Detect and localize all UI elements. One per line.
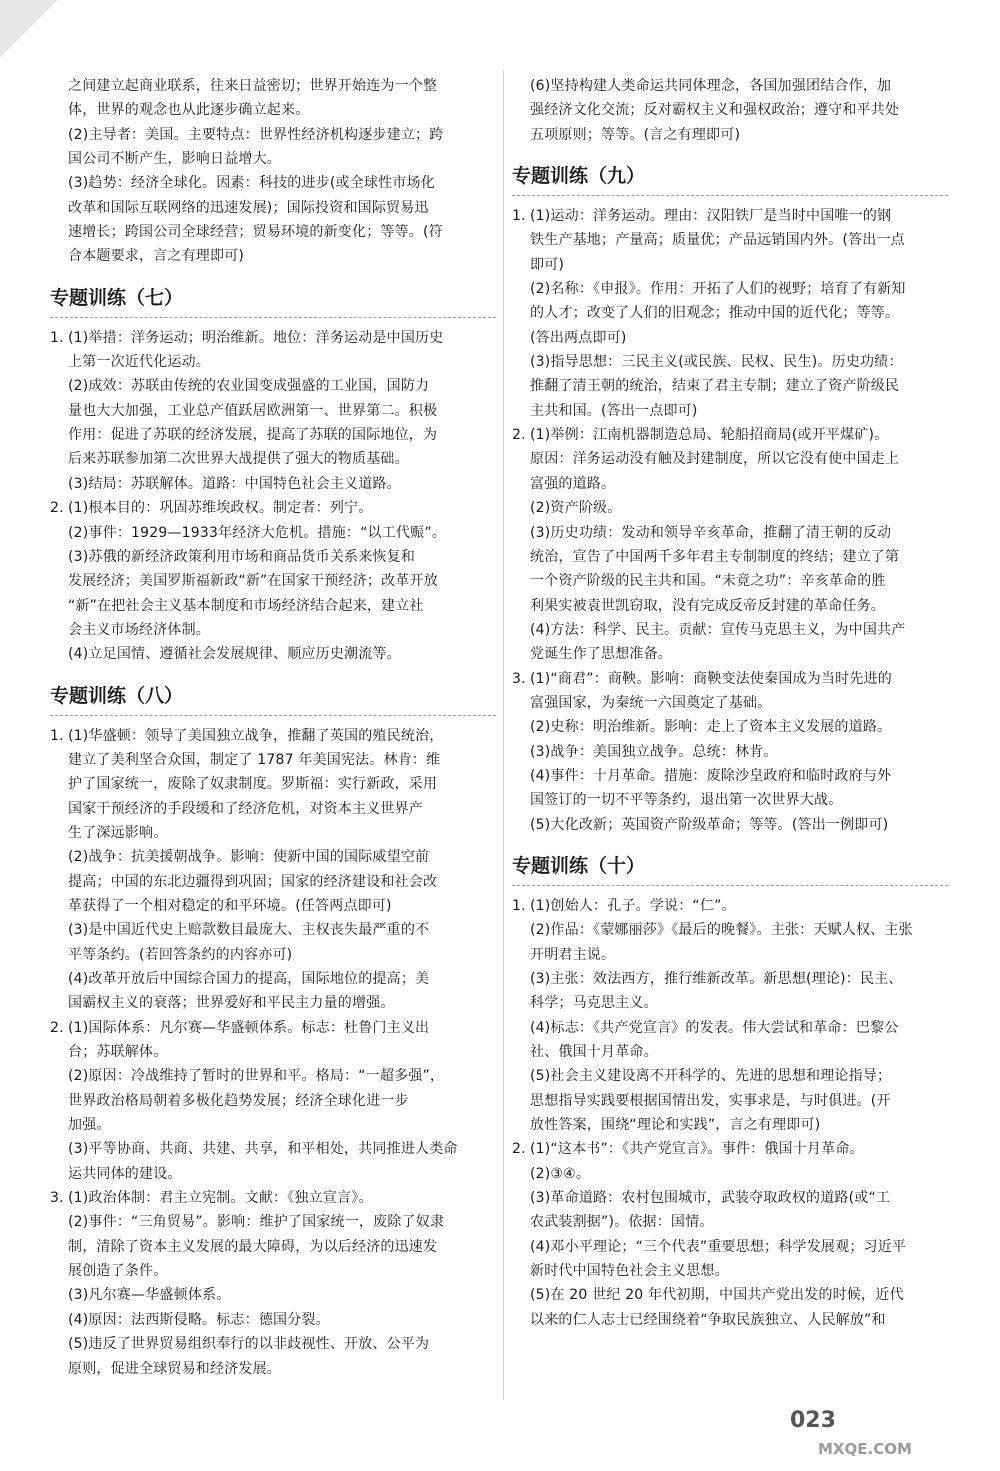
answer-text: (3)结局：苏联解体。道路：中国特色社会主义道路。 xyxy=(68,475,401,492)
answer-text: 生了深远影响。 xyxy=(68,824,168,841)
answer-line xyxy=(50,196,496,220)
answer-line xyxy=(512,1016,948,1040)
answer-line xyxy=(50,1332,496,1356)
answer-line xyxy=(50,147,496,171)
answer-text: 合本题要求，言之有理即可) xyxy=(68,248,245,265)
answer-line xyxy=(512,1162,948,1186)
answer-text: 后来苏联参加第二次世界大战提供了强大的物质基础。 xyxy=(68,451,409,468)
answer-line xyxy=(512,667,948,691)
answer-line xyxy=(50,472,496,496)
answer-line xyxy=(512,496,948,520)
answer-line xyxy=(50,918,496,942)
page-number: 023 xyxy=(790,1408,836,1433)
answer-text: 革获得了一个相对稳定的和平环境。(任答两点即可) xyxy=(68,897,392,914)
answer-text: (2)事件：“三角贸易”。影响：维护了国家统一，废除了奴隶 xyxy=(68,1214,445,1231)
answer-text: 富强的道路。 xyxy=(530,475,616,492)
answer-text: (4)原因：法西斯侵略。标志：德国分裂。 xyxy=(68,1311,330,1328)
answer-line xyxy=(512,374,948,398)
answer-text: 富强国家，为秦统一六国奠定了基础。 xyxy=(530,694,772,711)
answer-line xyxy=(50,496,496,520)
answer-text: (1)“商君”：商鞅。影响：商鞅变法使秦国成为当时先进的 xyxy=(530,670,892,687)
answer-line xyxy=(50,1064,496,1088)
answer-line xyxy=(50,1283,496,1307)
section-heading: 专题训练（八） xyxy=(50,677,496,716)
answer-line xyxy=(512,642,948,666)
answer-text: (4)标志：《共产党宣言》的发表。伟大尝试和革命：巴黎公 xyxy=(530,1019,899,1036)
answer-text: 会主义市场经济体制。 xyxy=(68,621,210,638)
answer-text: (1)运动：洋务运动。理由：汉阳铁厂是当时中国唯一的钢 xyxy=(530,208,892,225)
answer-text: (3)趋势：经济全球化。因素：科技的进步(或全球性市场化 xyxy=(68,175,435,192)
answer-text: 党诞生作了思想准备。 xyxy=(530,646,672,663)
answer-text: (5)违反了世界贸易组织奉行的以非歧视性、开放、公平为 xyxy=(68,1336,430,1353)
answer-line xyxy=(512,1113,948,1137)
answer-line xyxy=(50,1210,496,1234)
answer-text: (2)史称：明治维新。影响：走上了资本主义发展的道路。 xyxy=(530,719,892,736)
answer-text: 推翻了清王朝的统治，结束了君主专制；建立了资产阶级民 xyxy=(530,378,900,395)
answer-line xyxy=(50,123,496,147)
answer-line xyxy=(512,545,948,569)
answer-line xyxy=(50,545,496,569)
answer-text: 护了国家统一，废除了奴隶制度。罗斯福：实行新政，采用 xyxy=(68,776,438,793)
answer-text: 世界政治格局朝着多极化趋势发展；经济全球化进一步 xyxy=(68,1092,409,1109)
answer-line xyxy=(50,1137,496,1161)
question-number: 1. xyxy=(50,727,64,744)
answer-line xyxy=(50,642,496,666)
question-number: 3. xyxy=(50,1190,64,1207)
answer-text: (3)平等协商、共商、共建、共享，和平相处，共同推进人类命 xyxy=(68,1141,458,1158)
answer-line xyxy=(50,1016,496,1040)
answer-text: 量也大大加强，工业总产值跃居欧洲第一、世界第二。积极 xyxy=(68,402,438,419)
section-heading: 专题训练（九） xyxy=(512,157,948,196)
answer-text: (2)名称：《申报》。作用：开拓了人们的视野；培育了有新知 xyxy=(530,281,906,298)
answer-text: 一个资产阶级的民主共和国。“未竟之功”：辛亥革命的胜 xyxy=(530,573,886,590)
section-heading: 专题训练（七） xyxy=(50,279,496,318)
answer-line xyxy=(50,569,496,593)
answer-text: (5)大化改新；英国资产阶级革命；等等。(答出一例即可) xyxy=(530,816,889,833)
answer-text: (5)在 20 世纪 20 年代初期，中国共产党出发的时候，近代 xyxy=(530,1287,904,1304)
answer-text: 速增长；跨国公司全球经营；贸易环境的新变化；等等。(符 xyxy=(68,224,443,241)
answer-line xyxy=(50,1113,496,1137)
answer-line xyxy=(512,1089,948,1113)
answer-text: (3)革命道路：农村包围城市，武装夺取政权的道路(或“工 xyxy=(530,1190,891,1207)
answer-text: (1)国际体系：凡尔赛—华盛顿体系。标志：杜鲁门主义出 xyxy=(68,1019,430,1036)
answer-text: (4)邓小平理论；“三个代表”重要思想；科学发展观；习近平 xyxy=(530,1238,907,1255)
answer-line xyxy=(50,220,496,244)
question-number: 1. xyxy=(512,208,526,225)
answer-text: (4)改革开放后中国综合国力的提高，国际地位的提高；美 xyxy=(68,971,430,987)
answer-line xyxy=(512,715,948,739)
answer-text: 五项原则；等等。(言之有理即可) xyxy=(530,126,741,143)
answer-line xyxy=(512,918,948,942)
answer-text: 以来的仁人志士已经围绕着“争取民族独立、人民解放”和 xyxy=(530,1311,886,1328)
answer-line xyxy=(50,618,496,642)
answer-line xyxy=(50,821,496,845)
answer-line xyxy=(50,171,496,195)
answer-line xyxy=(50,374,496,398)
answer-line xyxy=(50,244,496,268)
answer-text: 强经济文化交流；反对霸权主义和强权政治；遵守和平共处 xyxy=(530,102,900,119)
question-number: 1. xyxy=(50,329,64,346)
answer-line xyxy=(512,1308,948,1332)
answer-line xyxy=(50,1040,496,1064)
answer-line xyxy=(512,204,948,228)
right-column xyxy=(512,74,948,1332)
answer-line xyxy=(50,350,496,374)
answer-line xyxy=(50,1235,496,1259)
answer-text: (2)事件：1929—1933年经济大危机。措施：“以工代赈”。 xyxy=(68,524,446,541)
question-number: 2. xyxy=(50,1019,64,1036)
answer-text: 国家干预经济的手段缓和了经济危机，对资本主义世界产 xyxy=(68,800,423,817)
answer-line xyxy=(512,301,948,325)
answer-line xyxy=(512,740,948,764)
answer-text: 原因：洋务运动没有触及封建制度，所以它没有使中国走上 xyxy=(530,451,900,468)
answer-line xyxy=(50,423,496,447)
answer-line xyxy=(512,472,948,496)
answer-line xyxy=(50,74,496,98)
answer-text: 科学；马克思主义。 xyxy=(530,995,658,1012)
answer-line xyxy=(50,1162,496,1186)
watermark-text: MXQE.COM xyxy=(818,1440,912,1458)
answer-line xyxy=(512,123,948,147)
answer-text: 平等条约。(若回答条约的内容亦可) xyxy=(68,946,293,963)
answer-line xyxy=(50,870,496,894)
answer-line xyxy=(512,764,948,788)
answer-line xyxy=(512,1064,948,1088)
answer-text: (2)③④。 xyxy=(530,1165,591,1182)
answer-text: 体，世界的观念也从此逐步确立起来。 xyxy=(68,102,310,119)
answer-text: (1)举措：洋务运动；明治维新。地位：洋务运动是中国历史 xyxy=(68,329,444,346)
answer-line xyxy=(512,1235,948,1259)
answer-line xyxy=(50,594,496,618)
question-number: 1. xyxy=(512,897,526,914)
answer-line xyxy=(50,845,496,869)
answer-text: (4)事件：十月革命。措施：废除沙皇政府和临时政府与外 xyxy=(530,767,892,784)
answer-text: “新”在把社会主义基本制度和市场经济结合起来，建立社 xyxy=(68,597,424,614)
answer-text: 放性答案，围绕“理论和实践”，言之有理即可) xyxy=(530,1117,821,1134)
answer-text: 原则，促进全球贸易和经济发展。 xyxy=(68,1360,281,1377)
section-heading: 专题训练（十） xyxy=(512,847,948,886)
answer-text: 国签订的一切不平等条约，退出第一次世界大战。 xyxy=(530,792,843,809)
answer-text: 改革和国际互联网络的迅速发展)；国际投资和国际贸易迅 xyxy=(68,199,429,216)
answer-text: (3)主张：效法西方，推行维新改革。新思想(理论)：民主、 xyxy=(530,971,903,987)
answer-text: (2)战争：抗美援朝战争。影响：使新中国的国际威望空前 xyxy=(68,849,430,866)
answer-line xyxy=(512,943,948,967)
answer-text: (3)凡尔赛—华盛顿体系。 xyxy=(68,1287,231,1304)
answer-text: (3)是中国近代史上赔款数目最庞大、主权丧失最严重的不 xyxy=(68,922,430,939)
answer-line xyxy=(512,447,948,471)
column-divider xyxy=(503,70,504,1400)
answer-text: 建立了美利坚合众国，制定了 1787 年美国宪法。林肯：维 xyxy=(68,751,441,768)
answer-line xyxy=(50,1259,496,1283)
answer-text: (1)创始人：孔子。学说：“仁”。 xyxy=(530,897,736,914)
answer-text: 新时代中国特色社会主义思想。 xyxy=(530,1263,729,1280)
answer-line xyxy=(512,594,948,618)
answer-text: (1)华盛顿：领导了美国独立战争，推翻了英国的殖民统治， xyxy=(68,727,444,744)
answer-line xyxy=(50,521,496,545)
answer-text: (4)方法：科学、民主。贡献：宣传马克思主义，为中国共产 xyxy=(530,621,906,638)
answer-text: 制，清除了资本主义发展的最大障碍，为以后经济的迅速发 xyxy=(68,1238,438,1255)
answer-line xyxy=(512,1137,948,1161)
answer-text: 农武装割据”)。依据：国情。 xyxy=(530,1214,714,1231)
answer-text: (2)原因：冷战维持了暂时的世界和平。格局：“一超多强”， xyxy=(68,1068,445,1085)
page-corner-fold xyxy=(0,0,58,58)
answer-line xyxy=(512,423,948,447)
answer-line xyxy=(50,1186,496,1210)
answer-text: 即可) xyxy=(530,256,565,273)
answer-text: (1)根本目的：巩固苏维埃政权。制定者：列宁。 xyxy=(68,500,373,517)
answer-line xyxy=(50,943,496,967)
answer-text: 利果实被袁世凯窃取，没有完成反帝反封建的革命任务。 xyxy=(530,597,885,614)
answer-line xyxy=(512,521,948,545)
answer-text: (1)举例：江南机器制造总局、轮船招商局(或开平煤矿)。 xyxy=(530,427,889,444)
left-column xyxy=(50,74,496,1381)
answer-text: 之间建立起商业联系，往来日益密切；世界开始连为一个整 xyxy=(68,78,438,94)
question-number: 2. xyxy=(512,427,526,444)
answer-line xyxy=(512,98,948,122)
answer-line xyxy=(50,399,496,423)
answer-line xyxy=(512,788,948,812)
answer-line xyxy=(512,691,948,715)
answer-text: (3)历史功绩：发动和领导辛亥革命，推翻了清王朝的反动 xyxy=(530,524,892,541)
answer-line xyxy=(512,967,948,991)
answer-text: (5)社会主义建设离不开科学的、先进的思想和理论指导； xyxy=(530,1068,892,1085)
answer-line xyxy=(50,98,496,122)
answer-text: 运共同体的建设。 xyxy=(68,1165,182,1182)
answer-text: 国霸权主义的衰落；世界爱好和平民主力量的增强。 xyxy=(68,995,395,1012)
question-number: 2. xyxy=(512,1141,526,1158)
answer-line xyxy=(512,569,948,593)
answer-line xyxy=(512,1259,948,1283)
answer-line xyxy=(512,326,948,350)
answer-line xyxy=(512,1186,948,1210)
answer-line xyxy=(512,1283,948,1307)
answer-line xyxy=(512,1040,948,1064)
answer-line xyxy=(512,350,948,374)
answer-text: (答出两点即可) xyxy=(530,329,627,346)
answer-line xyxy=(512,399,948,423)
answer-text: 上第一次近代化运动。 xyxy=(68,354,210,371)
answer-text: 开明君主说。 xyxy=(530,946,616,963)
answer-text: 铁生产基地；产量高；质量优；产品远销国内外。(答出一点 xyxy=(530,232,905,249)
answer-line xyxy=(512,228,948,252)
answer-line xyxy=(50,1308,496,1332)
answer-text: (1)“这本书”：《共产党宣言》。事件：俄国十月革命。 xyxy=(530,1141,864,1158)
answer-text: (4)立足国情、遵循社会发展规律、顺应历史潮流等。 xyxy=(68,646,401,663)
answer-line xyxy=(50,797,496,821)
answer-line xyxy=(50,326,496,350)
answer-line xyxy=(50,447,496,471)
answer-line xyxy=(512,991,948,1015)
answer-text: (2)主导者：美国。主要特点：世界性经济机构逐步建立；跨 xyxy=(68,126,444,143)
answer-line xyxy=(50,967,496,991)
question-number: 3. xyxy=(512,670,526,687)
answer-line xyxy=(50,991,496,1015)
answer-text: (2)作品：《蒙娜丽莎》《最后的晚餐》。主张：天赋人权、主张 xyxy=(530,922,913,939)
answer-text: 统治，宣告了中国两千多年君主专制制度的终结；建立了第 xyxy=(530,548,900,565)
answer-line xyxy=(512,618,948,642)
answer-text: 台；苏联解体。 xyxy=(68,1044,168,1061)
answer-line xyxy=(50,1089,496,1113)
answer-line xyxy=(512,253,948,277)
answer-line xyxy=(50,894,496,918)
answer-text: 发展经济；美国罗斯福新政“新”在国家干预经济；改革开放 xyxy=(68,573,438,590)
answer-line xyxy=(50,748,496,772)
answer-text: 社、俄国十月革命。 xyxy=(530,1044,658,1061)
answer-line xyxy=(50,724,496,748)
answer-text: 提高；中国的东北边疆得到巩固；国家的经济建设和社会改 xyxy=(68,873,438,890)
question-number: 2. xyxy=(50,500,64,517)
answer-text: 加强。 xyxy=(68,1117,111,1134)
answer-text: (3)战争：美国独立战争。总统：林肯。 xyxy=(530,743,778,760)
answer-text: (2)成效：苏联由传统的农业国变成强盛的工业国，国防力 xyxy=(68,378,430,395)
answer-text: 主共和国。(答出一点即可) xyxy=(530,402,698,419)
answer-text: 思想指导实践要根据国情出发，实事求是，与时俱进。(开 xyxy=(530,1092,891,1109)
answer-line xyxy=(512,894,948,918)
answer-text: (3)苏俄的新经济政策利用市场和商品货币关系来恢复和 xyxy=(68,548,416,565)
answer-line xyxy=(50,1357,496,1381)
page-footer xyxy=(790,1408,836,1433)
answer-text: (1)政治体制：君主立宪制。文献：《独立宣言》。 xyxy=(68,1190,373,1207)
answer-line xyxy=(50,772,496,796)
answer-line xyxy=(512,1210,948,1234)
answer-text: 国公司不断产生，影响日益增大。 xyxy=(68,151,281,168)
answer-text: (6)坚持构建人类命运共同体理念，各国加强团结合作，加 xyxy=(530,78,892,94)
answer-text: 的人才；改变了人们的旧观念；推动中国的近代化；等等。 xyxy=(530,305,900,322)
answer-text: (2)资产阶级。 xyxy=(530,500,622,517)
answer-text: (3)指导思想：三民主义(或民族、民权、民生)。历史功绩： xyxy=(530,354,903,371)
answer-line xyxy=(512,277,948,301)
answer-text: 展创造了条件。 xyxy=(68,1263,168,1280)
answer-text: 作用：促进了苏联的经济发展，提高了苏联的国际地位，为 xyxy=(68,427,438,444)
answer-line xyxy=(512,74,948,98)
answer-line xyxy=(512,813,948,837)
